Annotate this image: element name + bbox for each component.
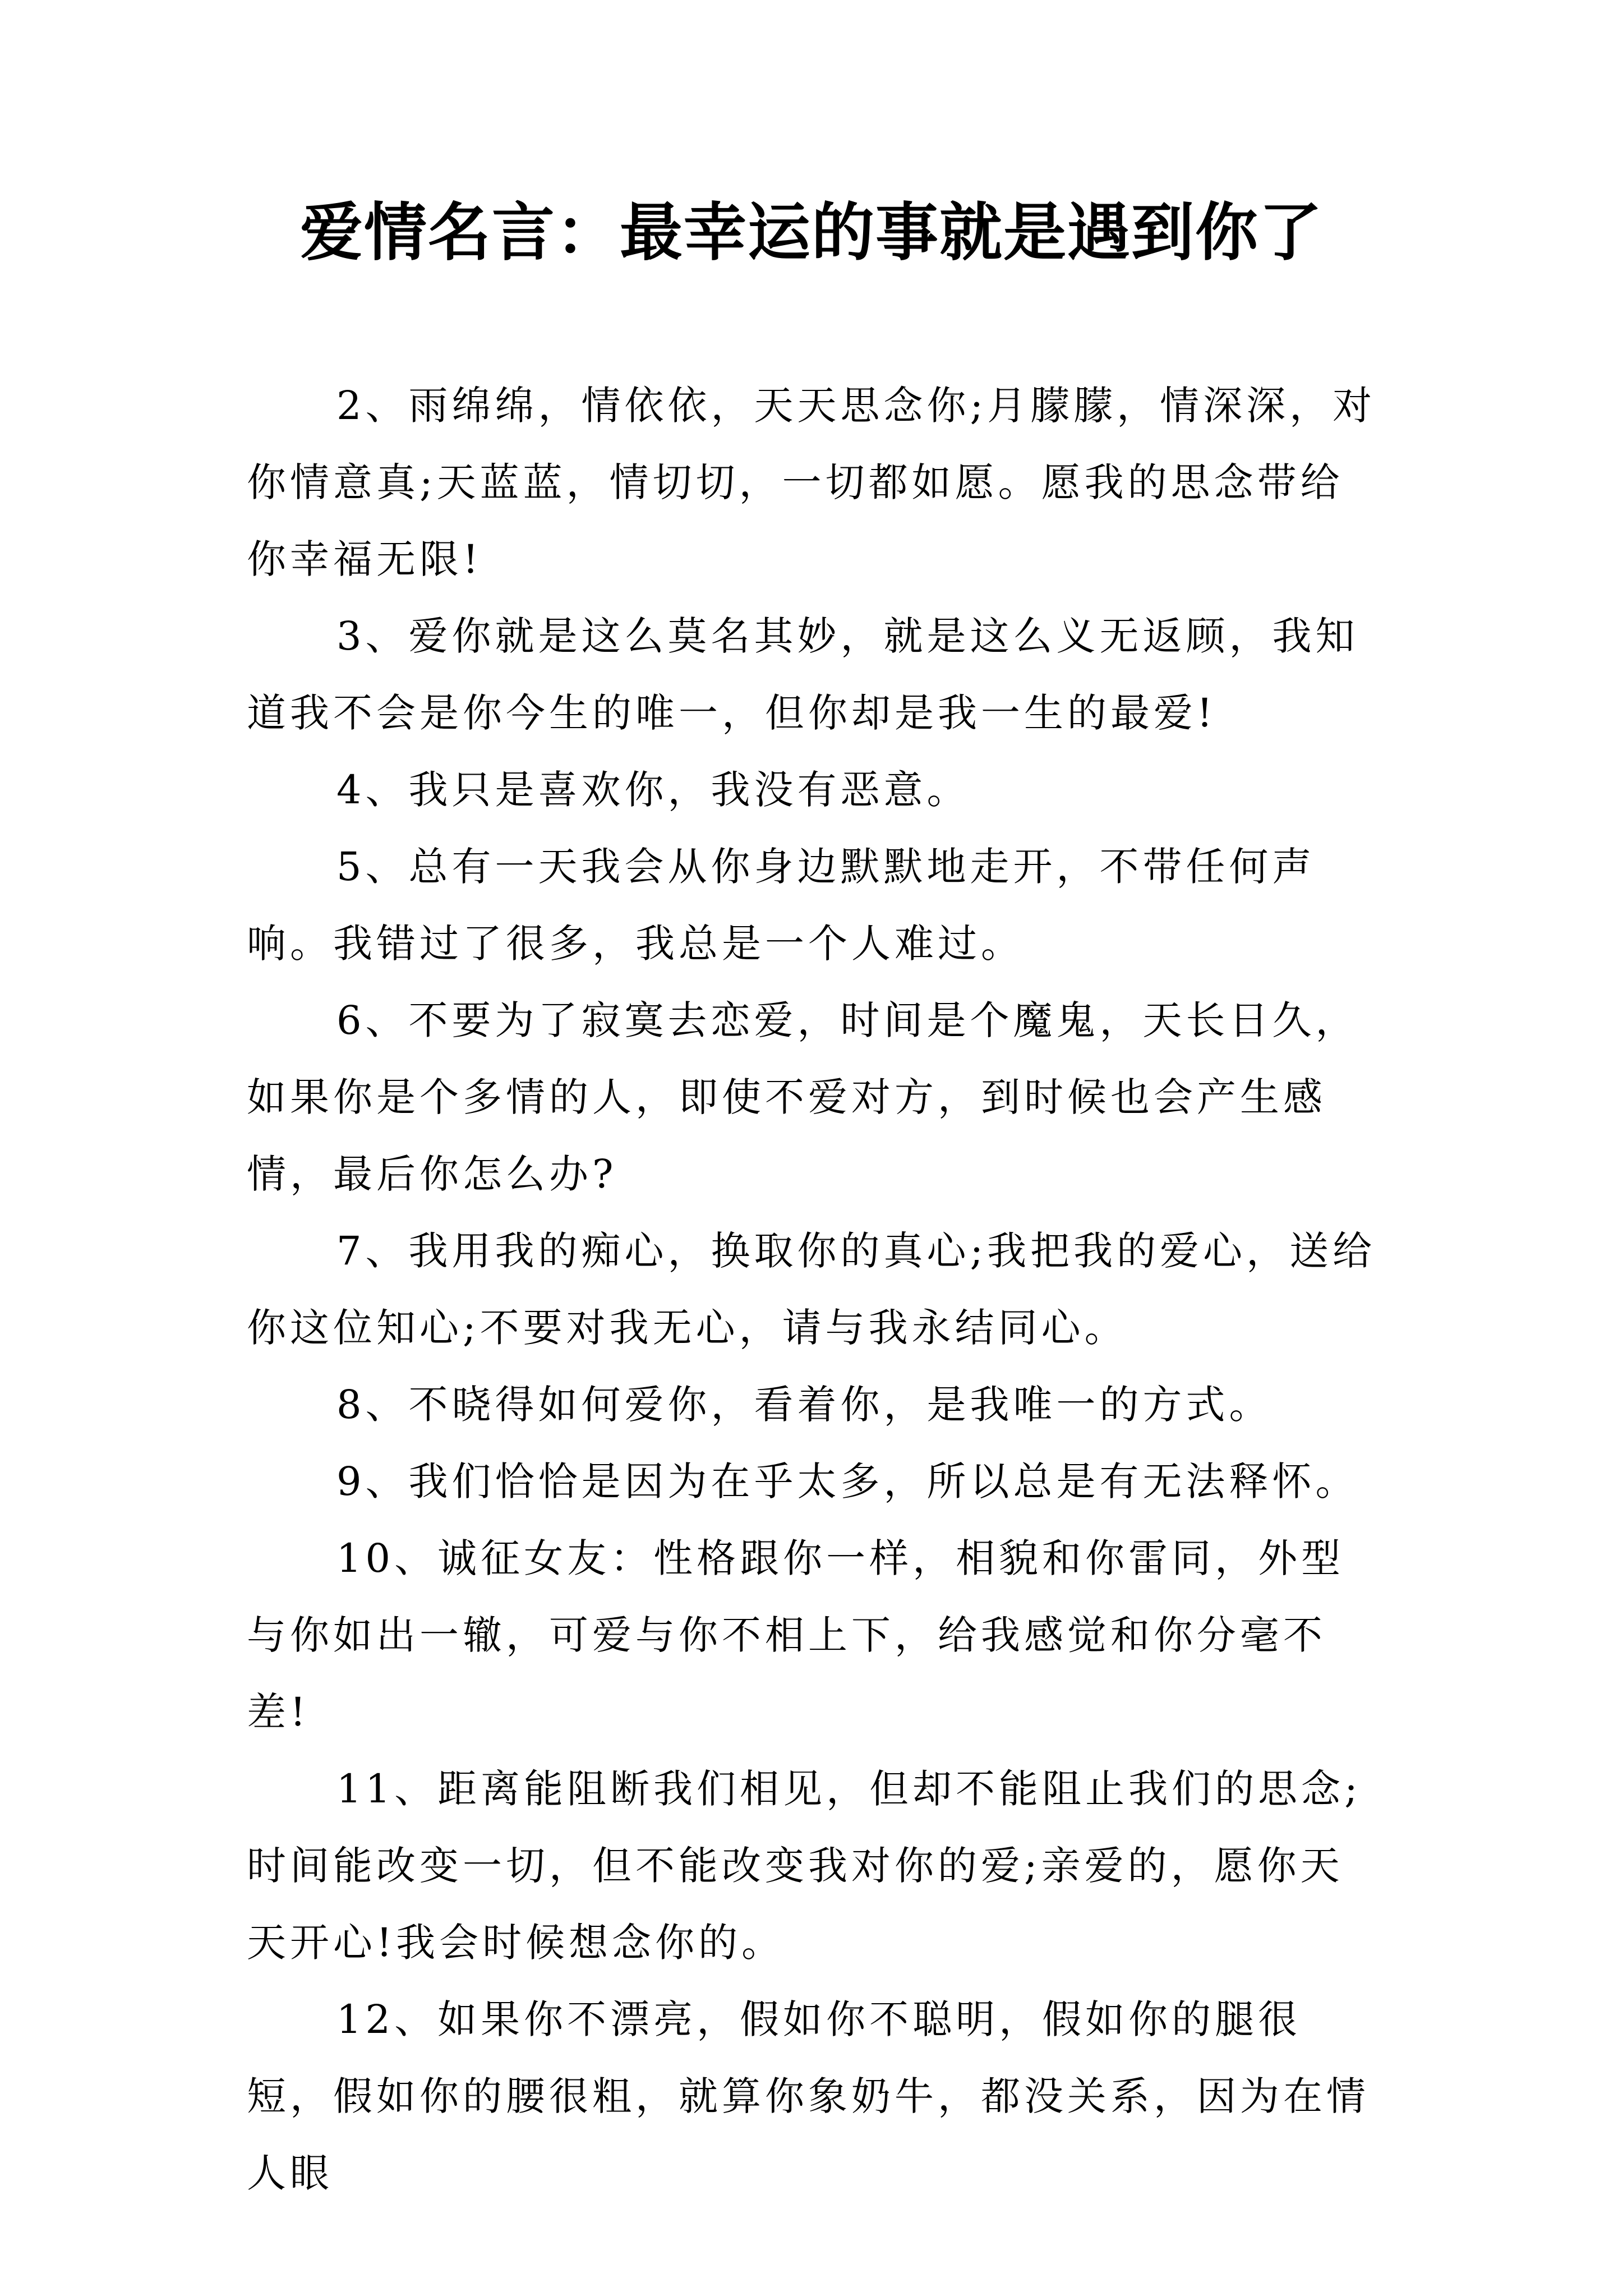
paragraph-3: 3、爱你就是这么莫名其妙，就是这么义无返顾，我知道我不会是你今生的唯一，但你却是我一生的最爱!: [247, 613, 1359, 736]
paragraph-6: 6、不要为了寂寞去恋爱，时间是个魔鬼，天长日久，如果你是个多情的人，即使不爱对方，到时候也会产生感情，最后你怎么办?: [247, 997, 1359, 1197]
paragraph-8: 8、不晓得如何爱你，看着你，是我唯一的方式。: [336, 1382, 1272, 1428]
document-body: [247, 367, 1385, 2212]
paragraph-10: 10、诚征女友：性格跟你一样，相貌和你雷同，外型与你如出一辙，可爱与你不相上下，给我感觉和你分毫不差!: [247, 1535, 1345, 1735]
paragraph-4: 4、我只是喜欢你，我没有恶意。: [336, 767, 970, 813]
paragraph-2: 2、雨绵绵，情依依，天天思念你;月朦朦，情深深，对你情意真;天蓝蓝，情切切，一切都如愿。愿我的思念带给你幸福无限!: [247, 383, 1376, 582]
paragraph-11: 11、距离能阻断我们相见，但却不能阻止我们的思念;时间能改变一切，但不能改变我对你的爱;亲爱的，愿你天天开心!我会时候想念你的。: [247, 1766, 1362, 1966]
paragraph-7: 7、我用我的痴心，换取你的真心;我把我的爱心，送给你这位知心;不要对我无心，请与我永结同心。: [247, 1228, 1376, 1351]
paragraph-5: 5、总有一天我会从你身边默默地走开，不带任何声响。我错过了很多，我总是一个人难过。: [247, 844, 1316, 967]
paragraph-12: 12、如果你不漂亮，假如你不聪明，假如你的腿很短，假如你的腰很粗，就算你象奶牛，都没关系，因为在情人眼: [247, 1996, 1370, 2196]
document-title: 爱情名言：最幸运的事就是遇到你了: [300, 196, 1323, 269]
paragraph-9: 9、我们恰恰是因为在乎太多，所以总是有无法释怀。: [336, 1458, 1359, 1504]
